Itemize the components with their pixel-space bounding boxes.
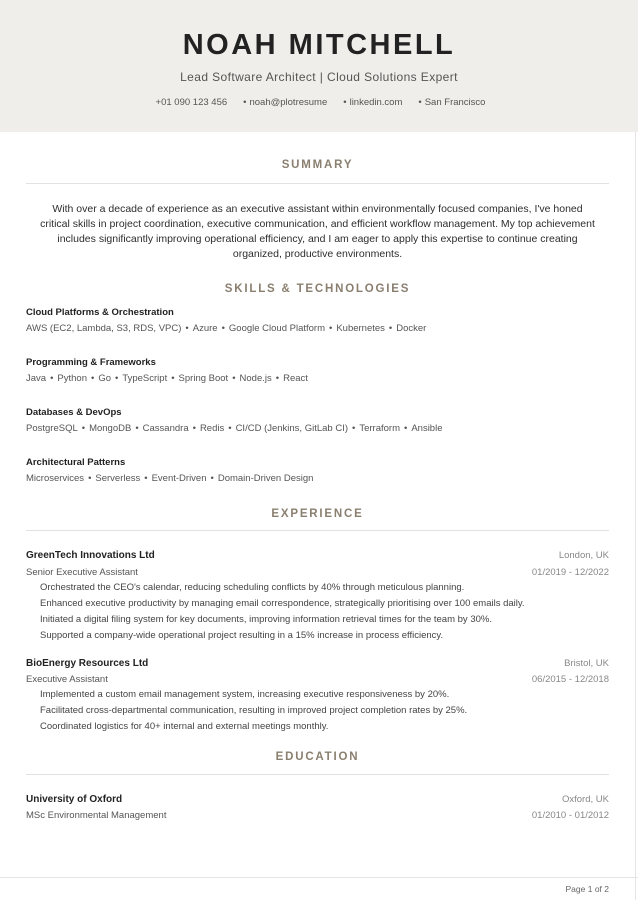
skill-list	[26, 423, 609, 434]
bullet-separator: •	[228, 423, 232, 434]
section-divider	[26, 183, 609, 184]
bullet-separator: •	[352, 423, 356, 434]
bullet-separator: •	[275, 373, 280, 384]
achievement-item: Implemented a custom email management system, increasing executive responsiveness by 20%.	[40, 689, 450, 700]
skill-item: Google Cloud Platform	[228, 323, 325, 334]
skill-category: Architectural Patterns	[26, 457, 126, 468]
company-name: GreenTech Innovations Ltd	[26, 550, 155, 561]
skill-item: PostgreSQL	[26, 423, 78, 434]
skill-item: Event-Driven	[151, 473, 207, 484]
job-location: Bristol, UK	[564, 658, 609, 669]
education-dates: 01/2010 - 01/2012	[531, 810, 609, 821]
skill-category: Programming & Frameworks	[26, 357, 156, 368]
bullet-separator: •	[404, 423, 408, 434]
skill-item: Redis	[199, 423, 225, 434]
skill-item: Cassandra	[142, 423, 189, 434]
achievement-item: Supported a company-wide operational project resulting in a 15% increase in process efficiency.	[40, 630, 444, 641]
skill-item: Domain-Driven Design	[217, 473, 314, 484]
bullet-separator: •	[185, 323, 189, 334]
bullet-separator: •	[115, 373, 119, 384]
skill-group	[26, 457, 609, 484]
contact-phone: +01 090 123 456	[155, 97, 228, 108]
section-title-education: EDUCATION	[275, 751, 360, 763]
skill-group	[26, 307, 609, 334]
section-divider	[26, 530, 609, 531]
contact-location: • San Francisco	[418, 97, 486, 108]
bullet-separator: •	[50, 373, 54, 384]
skill-item: Terraform	[359, 423, 400, 434]
achievement-item: Coordinated logistics for 40+ internal and external meetings monthly.	[40, 721, 329, 732]
skill-item: Python	[57, 373, 87, 384]
skill-item: React	[283, 373, 308, 384]
skill-group	[26, 357, 609, 384]
bullet-separator: •	[88, 473, 92, 484]
bullet-separator: •	[81, 423, 86, 434]
bullet-separator: •	[388, 323, 393, 334]
job-achievements	[26, 580, 609, 644]
skill-item: Azure	[192, 323, 218, 334]
skill-item: Kubernetes	[336, 323, 385, 334]
experience-entry	[26, 550, 609, 644]
bullet-separator: •	[210, 473, 214, 484]
achievement-item: Orchestrated the CEO's calendar, reducing scheduling conflicts by 40% through meticulous planning.	[40, 582, 465, 593]
skill-item: AWS (EC2, Lambda, S3, RDS, VPC)	[26, 323, 182, 334]
job-achievements	[26, 687, 609, 735]
bullet-separator: •	[221, 323, 225, 334]
contact-line	[0, 97, 638, 108]
skill-item: Docker	[396, 323, 427, 334]
bullet-separator: •	[192, 423, 196, 434]
school-location: Oxford, UK	[562, 794, 609, 805]
skill-list	[26, 473, 609, 484]
skill-category: Cloud Platforms & Orchestration	[26, 307, 174, 318]
candidate-name: NOAH MITCHELL	[182, 29, 456, 61]
skill-item: MongoDB	[89, 423, 132, 434]
skill-item: Java	[26, 373, 47, 384]
skill-list	[26, 323, 609, 334]
bullet-separator: •	[232, 373, 236, 384]
section-title-skills: SKILLS & TECHNOLOGIES	[224, 283, 411, 295]
contact-linkedin[interactable]: • linkedin.com	[343, 97, 403, 108]
skill-item: TypeScript	[122, 373, 168, 384]
bullet-separator: •	[135, 423, 139, 434]
contact-email[interactable]: • noah@plotresume	[243, 97, 328, 108]
achievement-item: Enhanced executive productivity by managing email correspondence, strategically prioritising over 100 emails daily.	[40, 598, 525, 609]
experience-entry	[26, 658, 609, 735]
company-name: BioEnergy Resources Ltd	[26, 658, 149, 669]
page-number: Page 1 of 2	[565, 884, 609, 894]
bullet-separator: •	[90, 373, 95, 384]
skill-list	[26, 373, 609, 384]
achievement-item: Facilitated cross-departmental communication, resulting in improved project completion rates by 25%.	[40, 705, 468, 716]
skill-item: Microservices	[26, 473, 85, 484]
bullet-separator: •	[171, 373, 175, 384]
education-entry	[26, 794, 609, 821]
skill-item: Ansible	[411, 423, 443, 434]
achievement-item: Initiated a digital filing system for key documents, improving information retrieval times for the team by 30%.	[40, 614, 492, 625]
job-dates: 01/2019 - 12/2022	[531, 567, 609, 578]
skill-group	[26, 407, 609, 434]
bullet-separator: •	[144, 473, 148, 484]
skill-category: Databases & DevOps	[26, 407, 122, 418]
skill-item: Node.js	[239, 373, 272, 384]
page-edge	[635, 132, 636, 900]
school-name: University of Oxford	[26, 794, 123, 805]
job-dates: 06/2015 - 12/2018	[531, 674, 609, 685]
summary-text: With over a decade of experience as an executive assistant within environmentally focused companies, I've honed critical skills in project coordination, executive communication, and efficient workflow management. My top achievement includes significantly improving operational efficiency, and I am eager to apply this expertise to continue creating organized, productive environments.	[40, 203, 595, 260]
skill-item: Serverless	[95, 473, 141, 484]
skill-item: Go	[98, 373, 111, 384]
degree-name: MSc Environmental Management	[26, 810, 167, 821]
section-title-experience: EXPERIENCE	[271, 508, 364, 520]
skill-item: CI/CD (Jenkins, GitLab CI)	[235, 423, 349, 434]
skill-item: Spring Boot	[178, 373, 229, 384]
candidate-role: Lead Software Architect | Cloud Solutions Expert	[180, 70, 458, 84]
job-title: Senior Executive Assistant	[26, 567, 138, 578]
resume-header	[0, 0, 638, 132]
job-location: London, UK	[558, 550, 609, 561]
footer-divider	[0, 877, 638, 878]
section-title-summary: SUMMARY	[281, 159, 354, 171]
bullet-separator: •	[329, 323, 333, 334]
job-title: Executive Assistant	[26, 674, 108, 685]
section-divider	[26, 774, 609, 775]
